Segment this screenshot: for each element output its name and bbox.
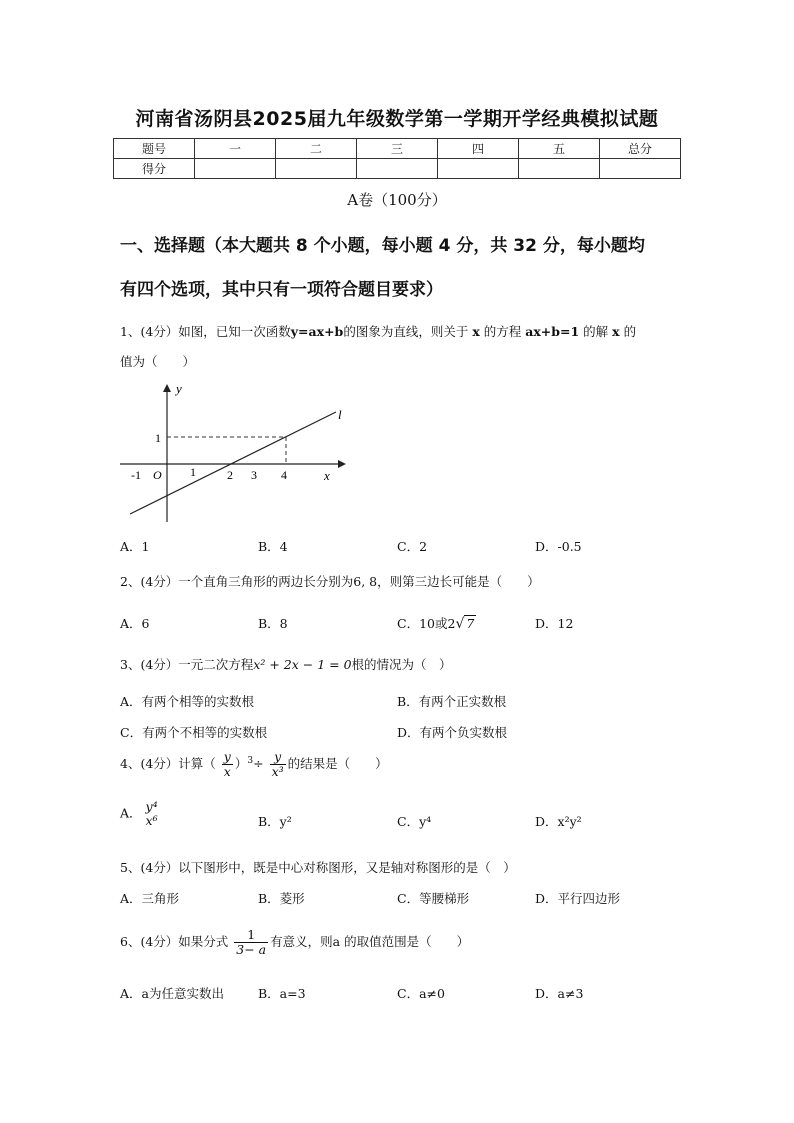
q1-prefix: 1、(4分）如图，已知一次函数 [120,324,291,339]
q4-fraction-2 [270,750,286,779]
q1-mid2: 的方程 [483,324,522,339]
y-axis-arrow-icon [163,384,171,392]
score-header-cell: 一 [195,139,276,159]
q6-suffix: 有意义，则a 的取值范围是（ ） [270,934,470,949]
q4-option-a-label: A． [120,805,142,821]
q4-suffix: 的结果是（ ） [287,756,388,771]
q5-option-c[interactable]: C．等腰梯形 [397,891,470,906]
linear-function-graph [118,380,348,530]
q4-mid: ） [234,756,248,771]
y-tick-label: 1 [155,431,161,445]
q1-function: y=ax+b [290,324,344,339]
q6-option-a[interactable]: A．a为任意实数出 [120,986,224,1001]
sqrt-arg: 7 [466,616,475,631]
score-header-cell: 题号 [114,139,195,159]
question-1-line1 [120,322,636,340]
q2-option-c[interactable] [397,614,476,632]
line-l [130,412,336,514]
q3-suffix: 根的情况为（ ） [351,657,452,672]
score-header-cell: 四 [438,139,519,159]
score-cell[interactable] [600,159,681,179]
exam-title: 河南省汤阴县2025届九年级数学第一学期开学经典模拟试题 [135,108,659,130]
q4-f2-numerator: y [270,750,286,765]
x-axis-arrow-icon [338,460,346,468]
score-cell[interactable] [438,159,519,179]
score-cell[interactable] [357,159,438,179]
score-row-label: 得分 [114,159,195,179]
q4-f2-denominator: x³ [271,764,284,779]
q3-option-d[interactable]: D．有两个负实数根 [397,725,508,740]
score-header-cell: 二 [276,139,357,159]
question-4 [120,750,388,779]
question-1-line2: 值为（ ） [120,354,196,369]
x-tick-label: 2 [227,468,233,482]
q1-equation: ax+b=1 [525,324,580,339]
q4-f1-denominator: x [223,764,231,779]
q6-option-b[interactable]: B．a=3 [258,986,306,1001]
q4-option-a[interactable] [120,800,162,828]
q4-option-c[interactable]: C．y⁴ [397,814,432,829]
score-table-score-row [114,159,681,179]
q1-option-c[interactable]: C．2 [397,539,428,554]
q6-option-d[interactable]: D．a≠3 [535,986,584,1001]
q4-option-b[interactable]: B．y² [258,814,292,829]
q1-option-a[interactable]: A．1 [120,539,150,554]
q4-optA-numerator: y⁴ [145,799,158,814]
q1-x2: x [612,324,620,339]
score-header-cell: 总分 [600,139,681,159]
x-tick-label: 4 [281,468,287,482]
score-table [113,138,681,179]
section1-line2: 有四个选项，其中只有一项符合题目要求） [120,280,443,300]
q6-prefix: 6、(4分）如果分式 [120,934,229,949]
q1-mid3: 的解 [583,324,609,339]
y-axis-label: y [176,381,182,396]
q4-f1-numerator: y [223,749,231,764]
q6-option-c[interactable]: C．a≠0 [397,986,445,1001]
question-3 [120,655,452,673]
q6-fraction [234,928,268,957]
q2-option-c-text: C．10或2 [397,616,456,631]
q1-mid: 的图象为直线，则关于 [343,324,469,339]
origin-label: O [153,468,162,482]
question-5: 5、(4分）以下图形中，既是中心对称图形，又是轴对称图形的是（ ） [120,860,516,875]
q3-option-a[interactable]: A．有两个相等的实数根 [120,694,255,709]
q3-equation: x² + 2x − 1 = 0 [253,657,352,672]
q4-option-d[interactable]: D．x²y² [535,814,582,829]
score-cell[interactable] [195,159,276,179]
line-label: l [338,407,342,422]
q4-fraction-1 [222,750,233,779]
paper-a-heading: A卷（100分） [347,191,447,209]
q5-option-d[interactable]: D．平行四边形 [535,891,621,906]
sqrt-icon: √ [455,616,465,632]
x-tick-label: -1 [131,468,141,482]
section1-line1: 一、选择题（本大题共 8 个小题，每小题 4 分，共 32 分，每小题均 [120,236,645,256]
q2-option-a[interactable]: A．6 [120,616,150,631]
x-tick-label: 1 [190,465,196,479]
q4-power: 3 [247,755,254,766]
q1-option-b[interactable]: B．4 [258,539,288,554]
q4-option-a-fraction [144,800,160,828]
score-header-cell: 五 [519,139,600,159]
question-6 [120,928,469,957]
q5-option-a[interactable]: A．三角形 [120,891,180,906]
question-2: 2、(4分）一个直角三角形的两边长分别为6, 8，则第三边长可能是（ ） [120,574,540,589]
score-table-header-row [114,139,681,159]
score-header-cell: 三 [357,139,438,159]
q3-option-c[interactable]: C．有两个不相等的实数根 [120,725,268,740]
x-axis-label: x [324,468,330,483]
q6-numerator: 1 [234,928,268,943]
q3-option-b[interactable]: B．有两个正实数根 [397,694,507,709]
q2-option-d[interactable]: D．12 [535,616,574,631]
x-tick-label: 3 [251,468,257,482]
q1-end: 的 [623,324,637,339]
q4-prefix: 4、(4分）计算（ [120,756,216,771]
score-cell[interactable] [519,159,600,179]
q5-option-b[interactable]: B．菱形 [258,891,305,906]
q2-option-b[interactable]: B．8 [258,616,288,631]
score-cell[interactable] [276,159,357,179]
q1-option-d[interactable]: D．-0.5 [535,539,582,554]
q4-divide: ÷ [253,756,264,771]
q6-denominator: 3− a [236,942,267,957]
q1-x: x [472,324,480,339]
q4-optA-denominator: x⁶ [145,813,158,828]
q3-prefix: 3、(4分）一元二次方程 [120,657,254,672]
